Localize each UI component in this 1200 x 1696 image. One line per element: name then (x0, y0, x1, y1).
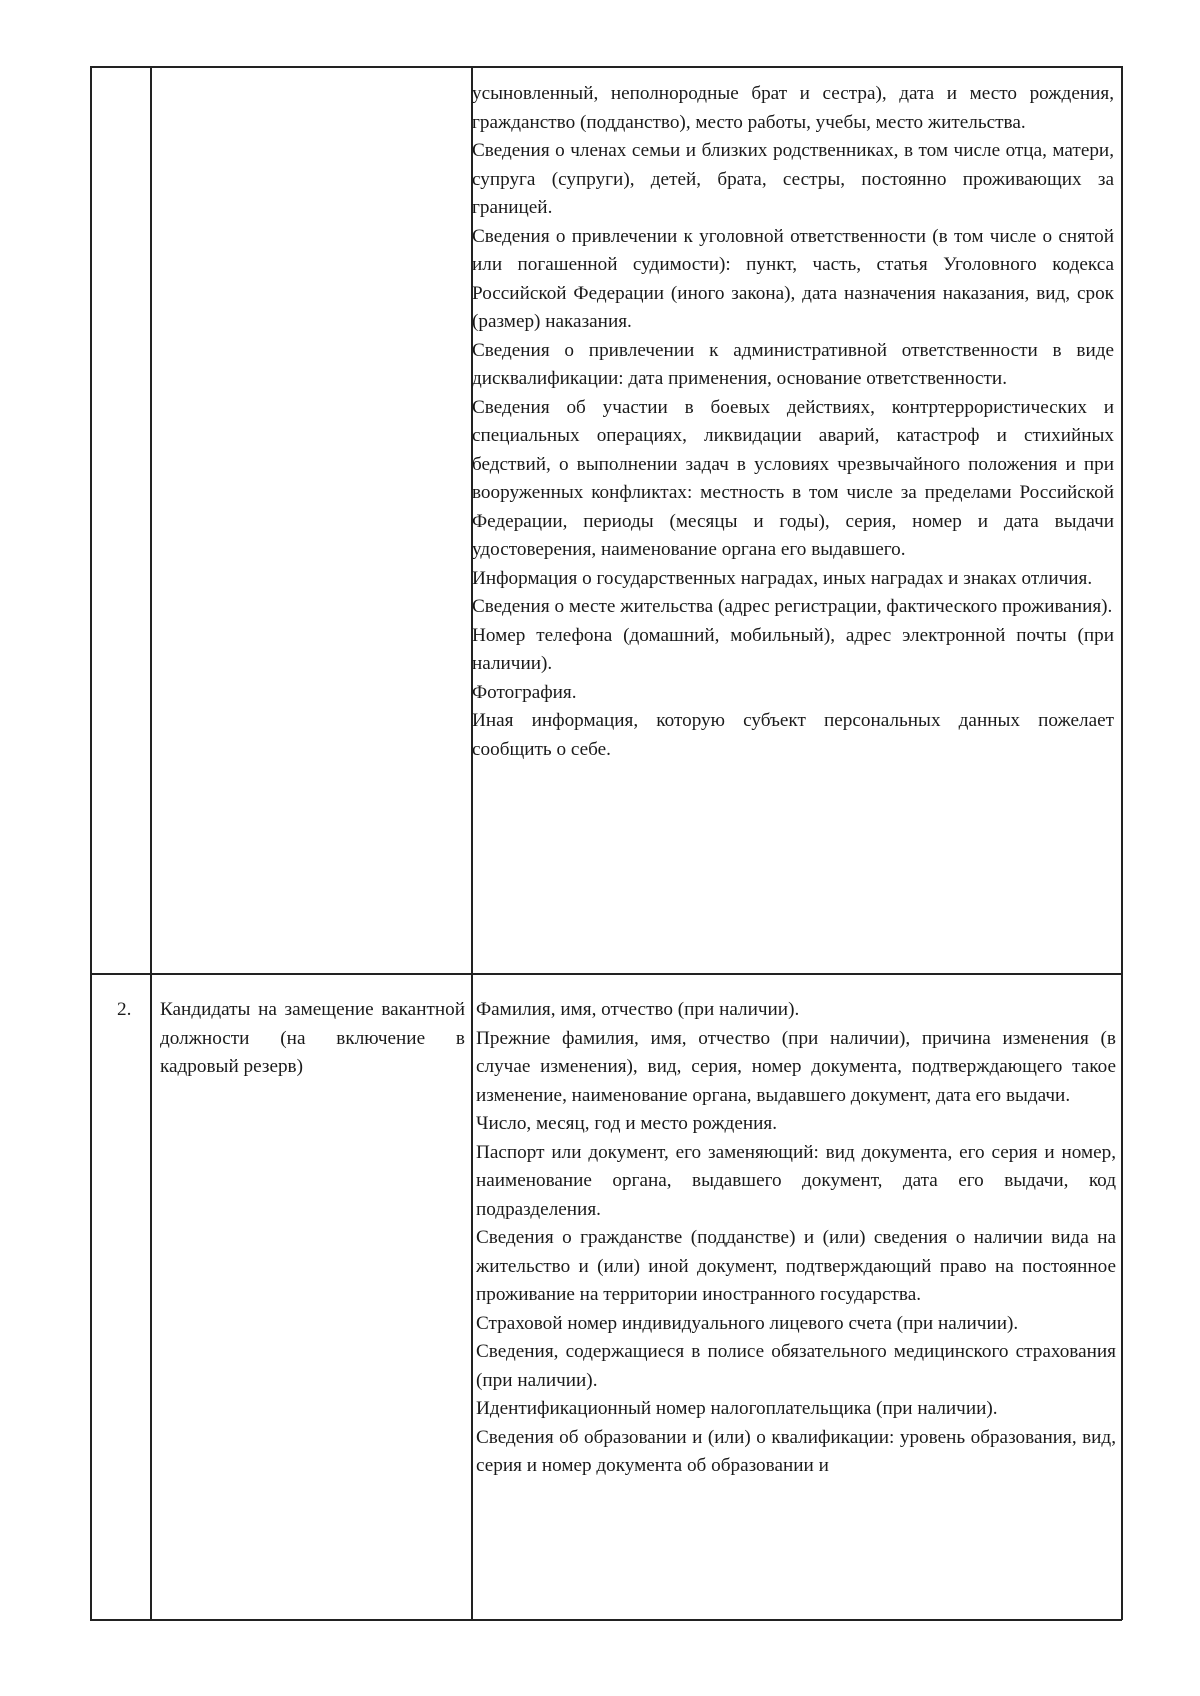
data-paragraph: Сведения об участии в боевых действиях, контртеррористических и специальных операциях, ликвидации аварий, катастроф и стихийных бедствий, о выполнении задач в условиях чрезвычайного положения и при вооруженных конфликтах: местность в том числе за пределами Российской Федерации, периоды (месяцы и годы), серия, номер и дата выдачи удостоверения, наименование органа его выдавшего. (472, 396, 1114, 560)
table-border-number-col (150, 66, 152, 1620)
data-paragraph: Идентификационный номер налогоплательщика (при наличии). (476, 1398, 998, 1419)
category-cell (160, 996, 465, 1082)
data-paragraph: Сведения о привлечении к административной ответственности в виде дисквалификации: дата применения, основание ответственности. (472, 339, 1114, 389)
data-paragraph: Сведения о месте жительства (адрес регистрации, фактического проживания). (472, 596, 1113, 617)
data-paragraph: Страховой номер индивидуального лицевого счета (при наличии). (476, 1312, 1019, 1334)
data-paragraph: Номер телефона (домашний, мобильный), адрес электронной почты (при наличии). (472, 624, 1114, 674)
data-paragraph: Фамилия, имя, отчество (при наличии). (476, 999, 800, 1020)
table-border-left (90, 66, 92, 1620)
data-paragraph: Сведения, содержащиеся в полисе обязательного медицинского страхования (при наличии). (476, 1341, 1116, 1391)
row-separator (90, 973, 1122, 975)
data-paragraph: Сведения об образовании и (или) о квалификации: уровень образования, вид, серия и номер документа об образовании и (476, 1426, 1116, 1476)
data-paragraph: Сведения о гражданстве (подданстве) и (или) сведения о наличии вида на жительство и (или) иной документ, подтверждающий право на постоянное проживание на территории иностранного государства. (476, 1227, 1116, 1305)
data-paragraph: Паспорт или документ, его заменяющий: вид документа, его серия и номер, наименование органа, выдавшего документ, дата его выдачи, код подразделения. (476, 1141, 1116, 1220)
table-border-bottom (90, 1619, 1122, 1621)
data-paragraph: Прежние фамилия, имя, отчество (при наличии), причина изменения (в случае изменения), вид, серия, номер документа, подтверждающего такое изменение, наименование органа, выдавшего документ, дата его выдачи. (476, 1027, 1116, 1106)
continued-row-data-cell (472, 80, 1114, 764)
data-paragraph: Иная информация, которую субъект персональных данных пожелает сообщить о себе. (472, 710, 1114, 760)
data-paragraph: усыновленный, неполнородные брат и сестра), дата и место рождения, гражданство (подданство), место работы, учебы, место жительства. (472, 83, 1114, 133)
data-paragraph: Информация о государственных наградах, иных наградах и знаках отличия. (472, 567, 1093, 589)
row-number: 2. (117, 999, 132, 1020)
data-paragraph: Сведения о привлечении к уголовной ответственности (в том числе о снятой или погашенной судимости): пункт, часть, статья Уголовного кодекса Российской Федерации (иного закона), дата назначения наказания, вид, срок (размер) наказания. (472, 225, 1114, 332)
data-paragraph: Сведения о членах семьи и близких родственниках, в том числе отца, матери, супруга (супруги), детей, брата, сестры, постоянно проживающих за границей. (472, 140, 1114, 218)
table-border-top (90, 66, 1122, 68)
table-border-right (1121, 66, 1123, 1620)
category-text: Кандидаты на замещение вакантной должности (на включение в кадровый резерв) (160, 999, 465, 1077)
data-paragraph: Фотография. (472, 681, 577, 703)
row2-data-cell (476, 996, 1116, 1481)
data-paragraph: Число, месяц, год и место рождения. (476, 1113, 777, 1134)
